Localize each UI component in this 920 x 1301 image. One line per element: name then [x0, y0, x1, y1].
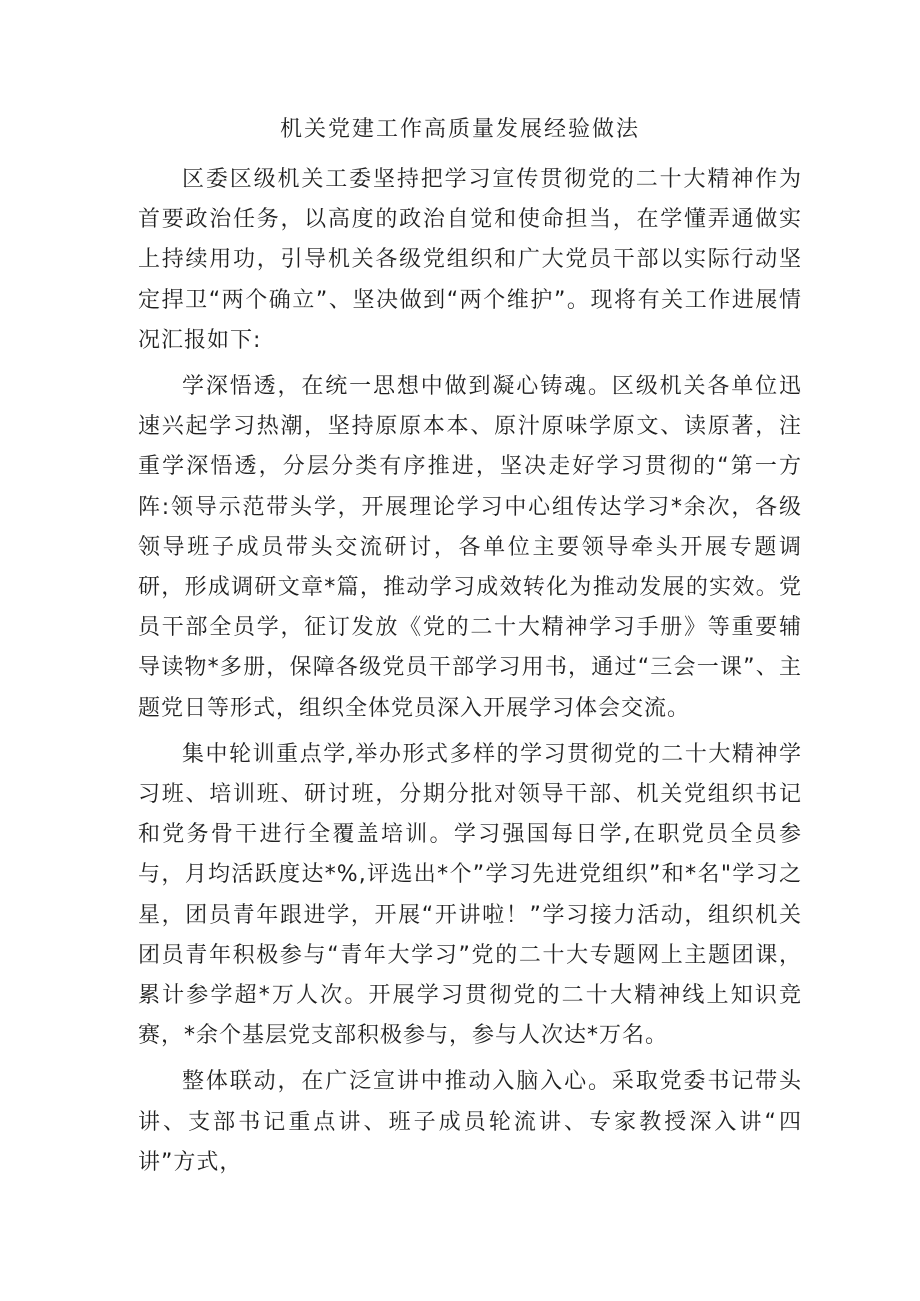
paragraph-intro: 区委区级机关工委坚持把学习宣传贯彻党的二十大精神作为首要政治任务，以高度的政治自觉和使命担当，在学懂弄通做实上持续用功，引导机关各级党组织和广大党员干部以实际行动坚定捍卫“两个确立”、坚决做到“两个维护”。现将有关工作进展情况汇报如下: — [138, 167, 802, 353]
paragraph-training: 集中轮训重点学,举办形式多样的学习贯彻党的二十大精神学习班、培训班、研讨班，分期分批对领导干部、机关党组织书记和党务骨干进行全覆盖培训。学习强国每日学,在职党员全员参与，月均活跃度达*%,评选出*个”学习先进党组织”和*名"学习之星，团员青年跟进学，开展“开讲啦！”学习接力活动，组织机关团员青年积极参与“青年大学习”党的二十大专题网上主题团课，累计参学超*万人次。开展学习贯彻党的二十大精神线上知识竞赛，*余个基层党支部积极参与，参与人次达*万名。 — [138, 741, 802, 1049]
document-title: 机关党建工作高质量发展经验做法 — [279, 117, 640, 142]
paragraph-lecture: 整体联动，在广泛宣讲中推动入脑入心。采取党委书记带头讲、支部书记重点讲、班子成员轮流讲、专家教授深入讲“四讲”方式， — [138, 1069, 802, 1175]
document-body — [138, 160, 802, 1183]
paragraph-study: 学深悟透，在统一思想中做到凝心铸魂。区级机关各单位迅速兴起学习热潮，坚持原原本本、原汁原味学原文、读原著，注重学深悟透，分层分类有序推进，坚决走好学习贯彻的“第一方阵:领导示范带头学，开展理论学习中心组传达学习*余次，各级领导班子成员带头交流研讨，各单位主要领导牵头开展专题调研，形成调研文章*篇，推动学习成效转化为推动发展的实效。党员干部全员学，征订发放《党的二十大精神学习手册》等重要辅导读物*多册，保障各级党员干部学习用书，通过“三会一课”、主题党日等形式，组织全体党员深入开展学习体会交流。 — [138, 374, 802, 721]
